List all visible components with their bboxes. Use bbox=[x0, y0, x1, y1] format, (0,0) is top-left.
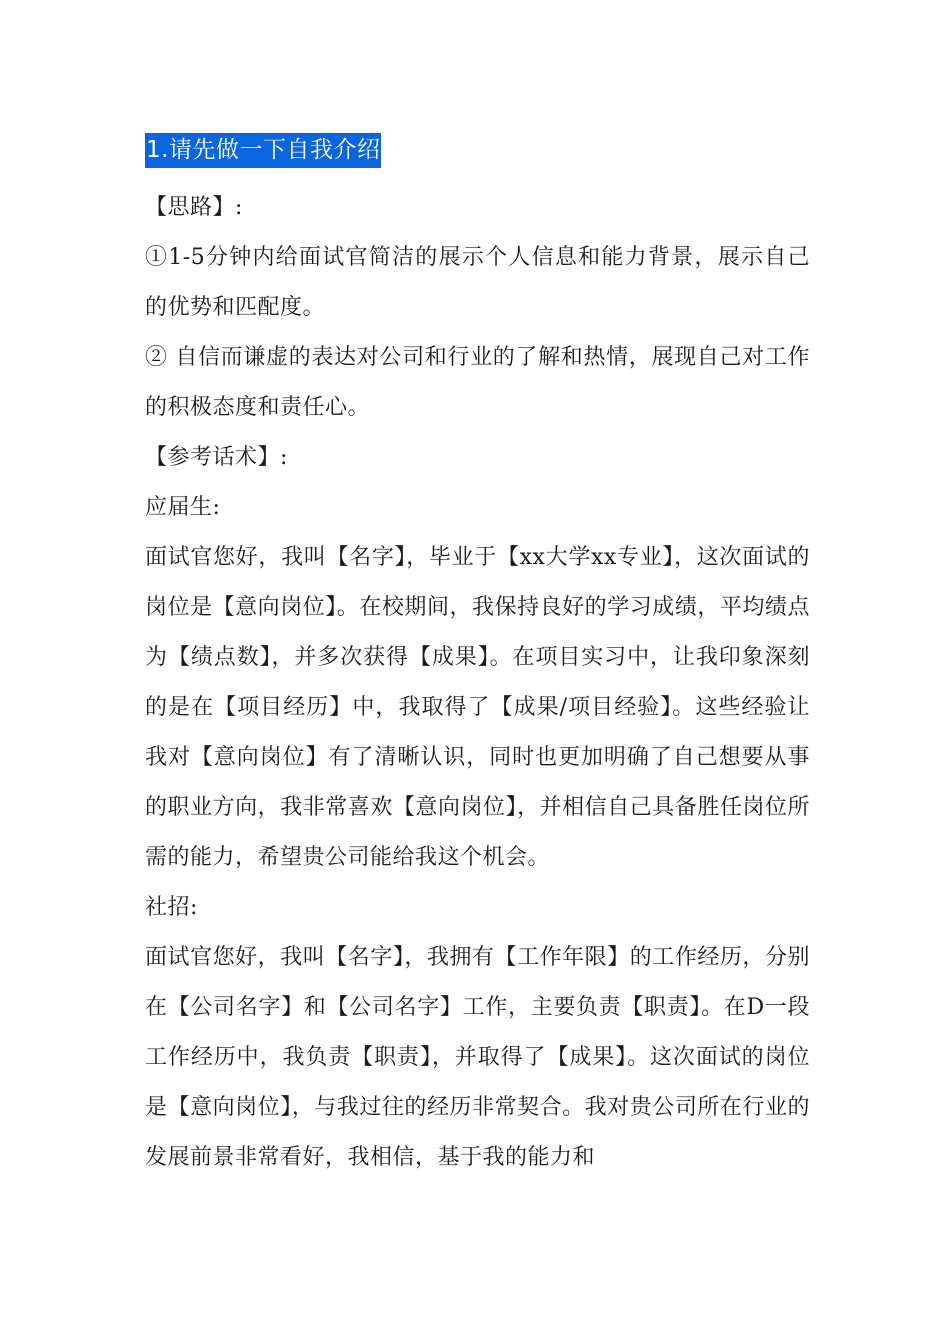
paragraph-graduate-script: 面试官您好，我叫【名字】，毕业于【xx大学xx专业】，这次面试的岗位是【意向岗位】。在校期间，我保持良好的学习成绩，平均绩点为【绩点数】，并多次获得【成果】。在项目实习中，让我印象深刻的是在【项目经历】中，我取得了【成果/项目经验】。这些经验让我对【意向岗位】有了清晰认识，同时也更加明确了自己想要从事的职业方向，我非常喜欢【意向岗位】，并相信自己具备胜任岗位所需的能力，希望贵公司能给我这个机会。 bbox=[145, 545, 810, 870]
paragraph-approach-point-1: ①1-5分钟内给面试官简洁的展示个人信息和能力背景，展示自己的优势和匹配度。 bbox=[145, 245, 810, 320]
paragraph-approach-label: 【思路】: bbox=[145, 195, 243, 220]
paragraph-graduate-label: 应届生: bbox=[145, 495, 221, 520]
paragraph-script-label: 【参考话术】: bbox=[145, 445, 288, 470]
heading-line bbox=[145, 133, 810, 169]
paragraph-experienced-label: 社招: bbox=[145, 895, 198, 920]
paragraph-approach-point-2: ② 自信而谦虚的表达对公司和行业的了解和热情，展现自己对工作的积极态度和责任心。 bbox=[145, 345, 810, 420]
paragraph-experienced-script: 面试官您好，我叫【名字】，我拥有【工作年限】的工作经历，分别在【公司名字】和【公司名字】工作，主要负责【职责】。在D一段工作经历中，我负责【职责】，并取得了【成果】。这次面试的岗位是【意向岗位】，与我过往的经历非常契合。我对贵公司所在行业的发展前景非常看好，我相信，基于我的能力和 bbox=[145, 945, 810, 1170]
document-body bbox=[145, 133, 810, 1183]
section-heading: 1.请先做一下自我介绍 bbox=[145, 133, 381, 168]
